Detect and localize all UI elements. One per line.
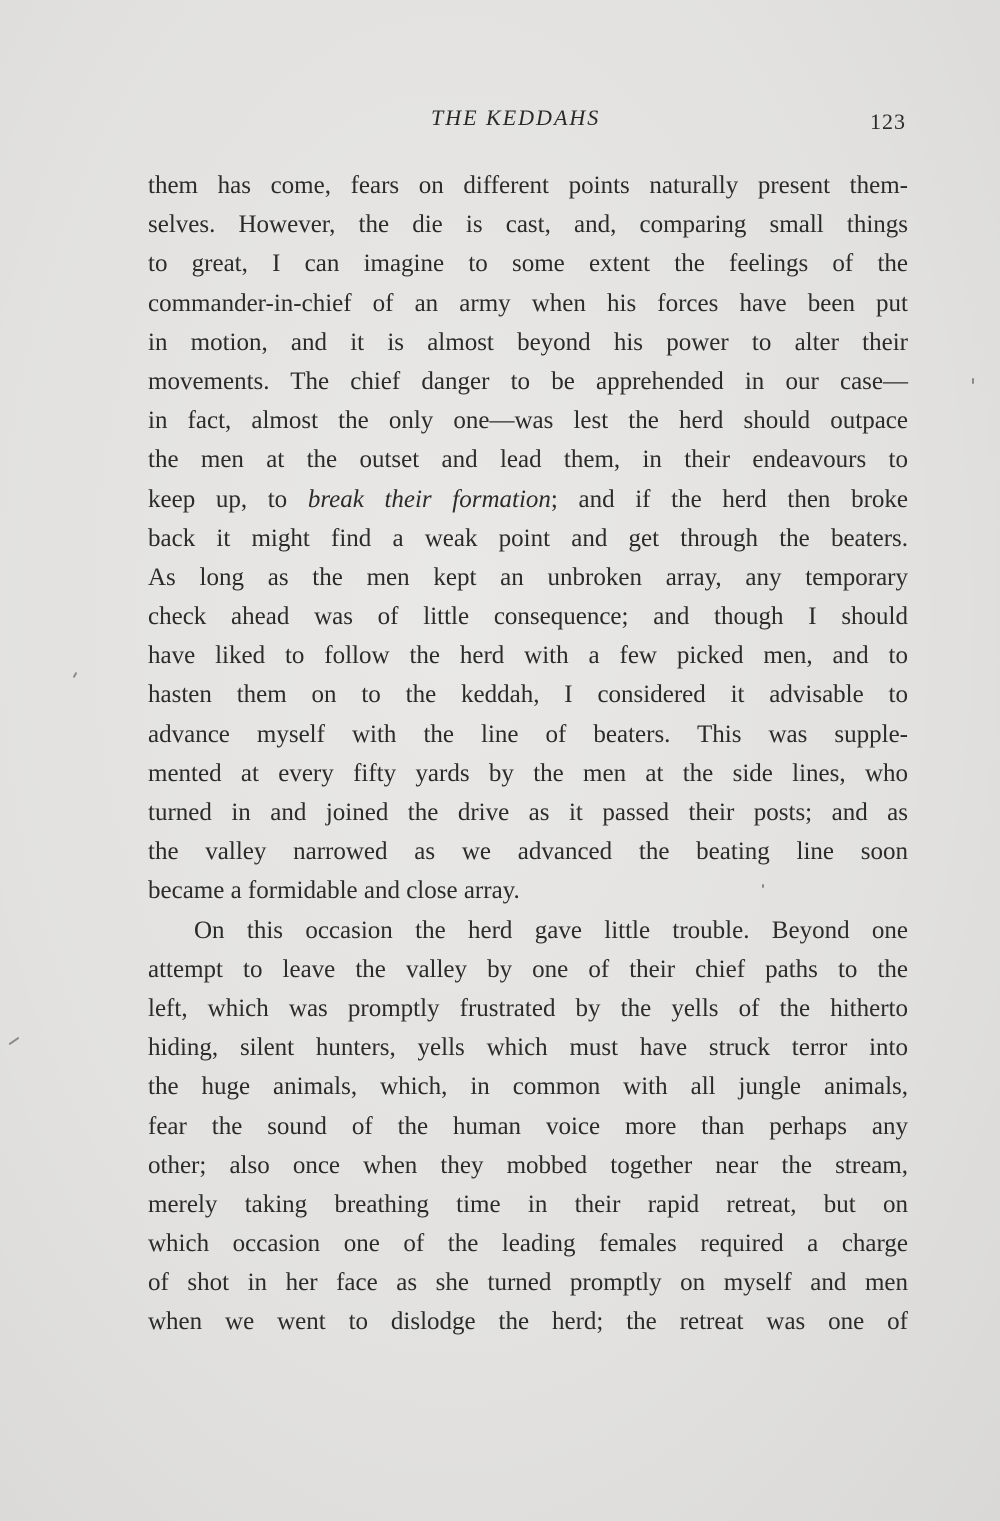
- text-line: back it might find a weak point and get through the beaters.: [148, 524, 908, 552]
- text-line: the men at the outset and lead them, in their endeavours to: [148, 446, 908, 474]
- text-line: check ahead was of little consequence; and though I should: [148, 603, 908, 631]
- text-line: attempt to leave the valley by one of their chief paths to the: [148, 955, 908, 983]
- text-line: merely taking breathing time in their rapid retreat, but on: [148, 1190, 908, 1218]
- stray-mark: [73, 672, 78, 678]
- text-line: other; also once when they mobbed together near the stream,: [148, 1151, 908, 1179]
- text-line: fear the sound of the human voice more than perhaps any: [148, 1112, 908, 1140]
- text-line: On this occasion the herd gave little trouble. Beyond one: [194, 916, 908, 944]
- text-line: commander-in-chief of an army when his forces have been put: [148, 289, 908, 317]
- text-line: mented at every fifty yards by the men at the side lines, who: [148, 759, 908, 787]
- text-line: As long as the men kept an unbroken array, any temporary: [148, 563, 908, 591]
- text-line: to great, I can imagine to some extent the feelings of the: [148, 250, 908, 278]
- text-line: when we went to dislodge the herd; the retreat was one of: [148, 1308, 908, 1336]
- stray-mark: [9, 1037, 20, 1046]
- running-head: [0, 101, 1000, 135]
- stray-mark: [972, 378, 974, 384]
- text-line: the valley narrowed as we advanced the beating line soon: [148, 838, 908, 866]
- text-line: have liked to follow the herd with a few picked men, and to: [148, 642, 908, 670]
- text-line: left, which was promptly frustrated by the yells of the hitherto: [148, 994, 908, 1022]
- page-number: 123: [870, 109, 906, 134]
- text-line: the huge animals, which, in common with all jungle animals,: [148, 1073, 908, 1101]
- text-line: selves. However, the die is cast, and, comparing small things: [148, 211, 908, 239]
- text-line: which occasion one of the leading females required a charge: [148, 1230, 908, 1258]
- stray-mark: [762, 884, 764, 888]
- text-line: keep up, to break their formation; and if the herd then broke: [148, 485, 908, 513]
- text-line: of shot in her face as she turned promptly on myself and men: [148, 1269, 908, 1297]
- text-line: hiding, silent hunters, yells which must have struck terror into: [148, 1034, 908, 1062]
- running-title: THE KEDDAHS: [431, 105, 601, 130]
- italic-phrase: break their formation: [307, 485, 551, 513]
- body-text: [148, 166, 908, 1342]
- text-line: movements. The chief danger to be apprehended in our case—: [148, 367, 908, 395]
- text-line: became a formidable and close array.: [148, 877, 520, 905]
- text-line: hasten them on to the keddah, I considered it advisable to: [148, 681, 908, 709]
- text-line: in fact, almost the only one—was lest the herd should outpace: [148, 407, 908, 435]
- text-line: advance myself with the line of beaters. This was supple-: [148, 720, 908, 748]
- text-line: them has come, fears on different points naturally present them-: [148, 172, 908, 199]
- text-line: in motion, and it is almost beyond his power to alter their: [148, 328, 908, 356]
- text-line: turned in and joined the drive as it passed their posts; and as: [148, 799, 908, 826]
